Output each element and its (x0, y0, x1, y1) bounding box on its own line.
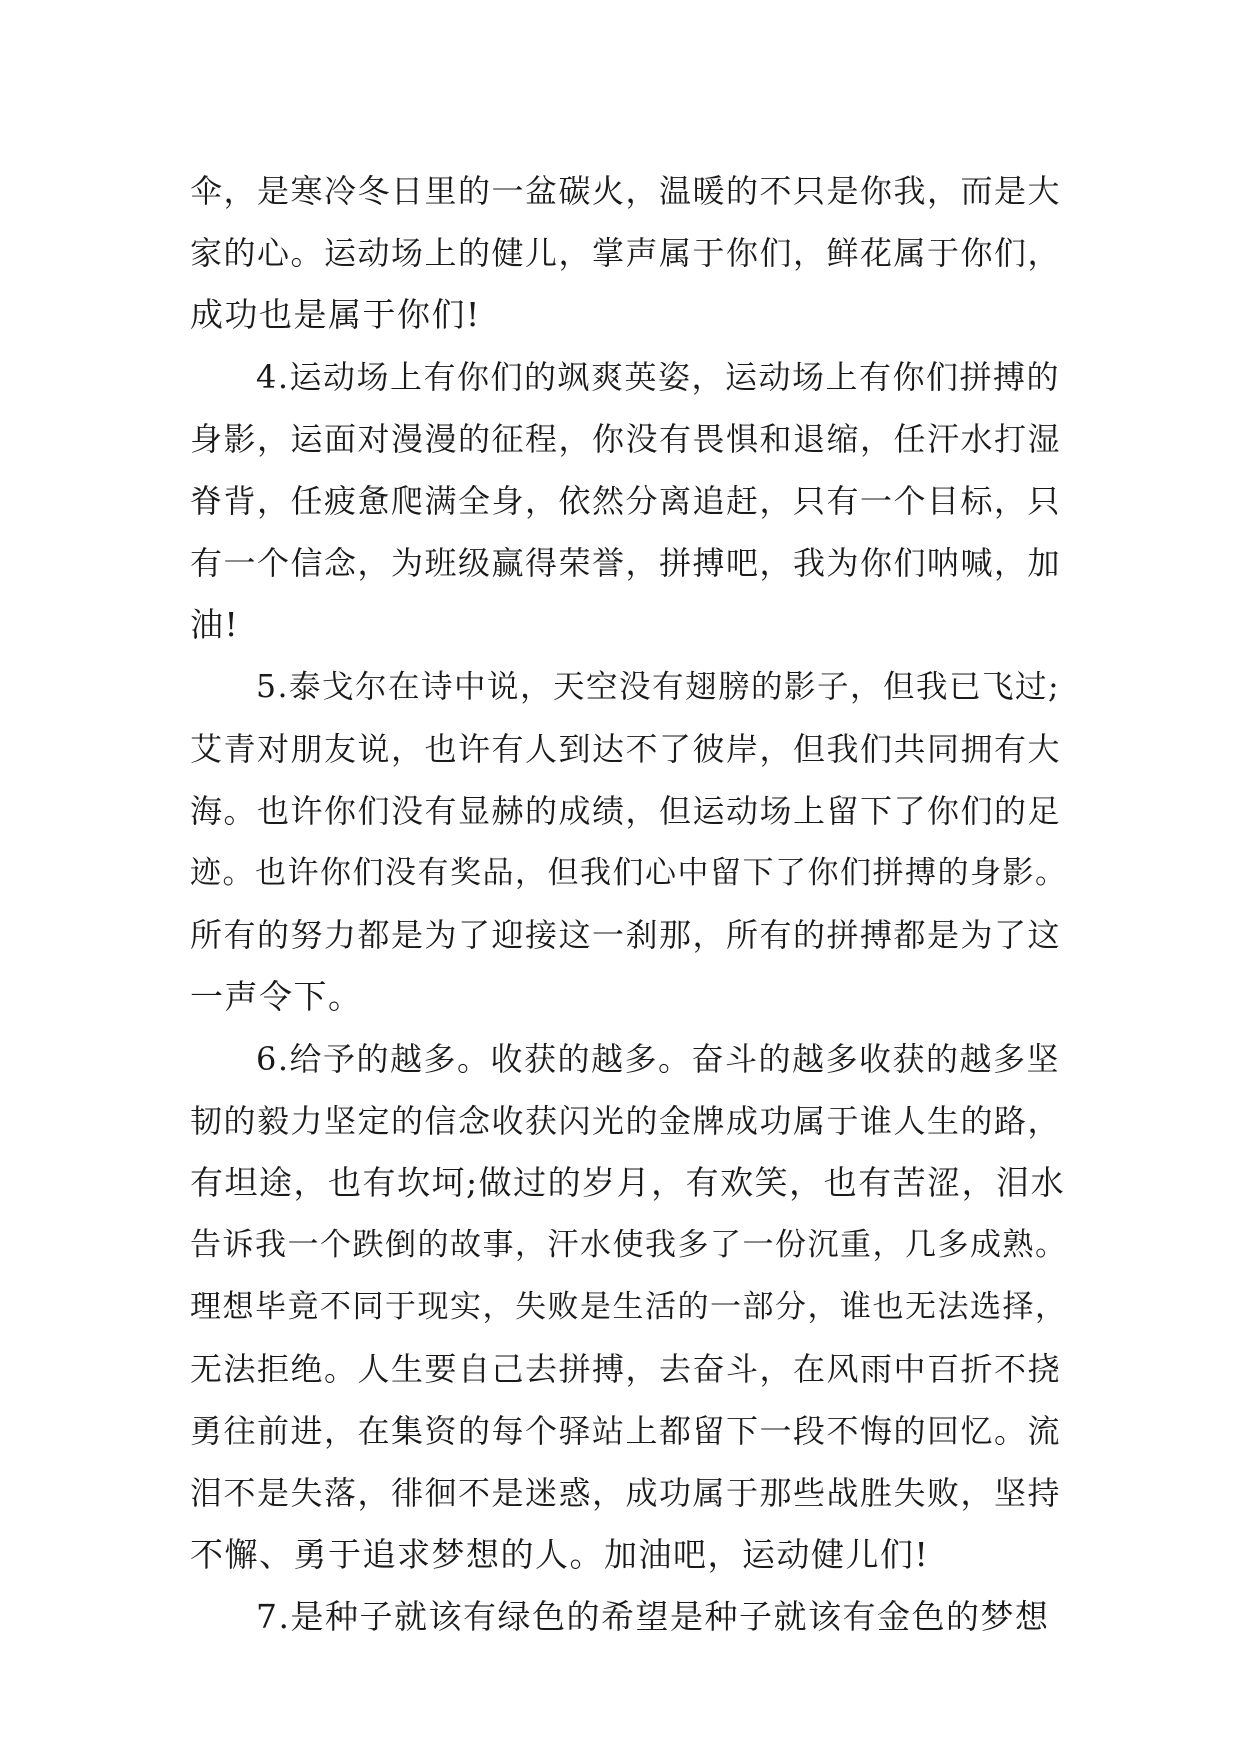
paragraph-first-line: 6.给予的越多。收获的越多。奋斗的越多收获的越多坚 (256, 1040, 1061, 1078)
text-line: 迹。也许你们没有奖品，但我们心中留下了你们拼搏的身影。 (190, 855, 1068, 891)
text-line: 伞，是寒冷冬日里的一盆碳火，温暖的不只是你我，而是大 (190, 172, 1062, 210)
text-line: 告诉我一个跌倒的故事，汗水使我多了一份沉重，几多成熟。 (190, 1227, 1068, 1263)
text-line: 油! (190, 605, 240, 644)
text-line: 成功也是属于你们! (190, 295, 481, 334)
text-line: 身影，运面对漫漫的征程，你没有畏惧和退缩，任汗水打湿 (190, 420, 1062, 458)
text-line: 所有的努力都是为了迎接这一刹那，所有的拼搏都是为了这 (190, 916, 1062, 954)
paragraph-first-line: 5.泰戈尔在诗中说，天空没有翅膀的影子，但我已飞过; (256, 669, 1061, 705)
document-body (190, 160, 1070, 1648)
text-line: 有一个信念，为班级赢得荣誉，拼搏吧，我为你们呐喊，加 (190, 544, 1062, 582)
text-line: 不懈、勇于追求梦想的人。加油吧，运动健儿们! (190, 1535, 930, 1574)
text-line: 艾青对朋友说，也许有人到达不了彼岸，但我们共同拥有大 (190, 730, 1062, 768)
text-line: 理想毕竟不同于现实，失败是生活的一部分，谁也无法选择， (190, 1289, 1068, 1325)
text-line: 家的心。运动场上的健儿，掌声属于你们，鲜花属于你们， (190, 234, 1062, 272)
text-line: 泪不是失落，徘徊不是迷惑，成功属于那些战胜失败，坚持 (190, 1474, 1062, 1512)
text-line: 无法拒绝。人生要自己去拼搏，去奋斗，在风雨中百折不挠 (190, 1350, 1062, 1388)
text-line: 脊背，任疲惫爬满全身，依然分离追赶，只有一个目标，只 (190, 482, 1062, 520)
text-line: 有坦途，也有坎坷;做过的岁月，有欢笑，也有苦涩，泪水 (190, 1163, 1066, 1202)
text-line: 海。也许你们没有显赫的成绩，但运动场上留下了你们的足 (190, 792, 1062, 830)
paragraph-first-line: 4.运动场上有你们的飒爽英姿，运动场上有你们拼搏的 (256, 358, 1061, 396)
text-line: 勇往前进，在集资的每个驿站上都留下一段不悔的回忆。流 (190, 1412, 1062, 1450)
text-line: 韧的毅力坚定的信念收获闪光的金牌成功属于谁人生的路， (190, 1102, 1062, 1140)
paragraph-first-line: 7.是种子就该有绿色的希望是种子就该有金色的梦想 (256, 1597, 1050, 1636)
text-line: 一声令下。 (190, 977, 363, 1016)
